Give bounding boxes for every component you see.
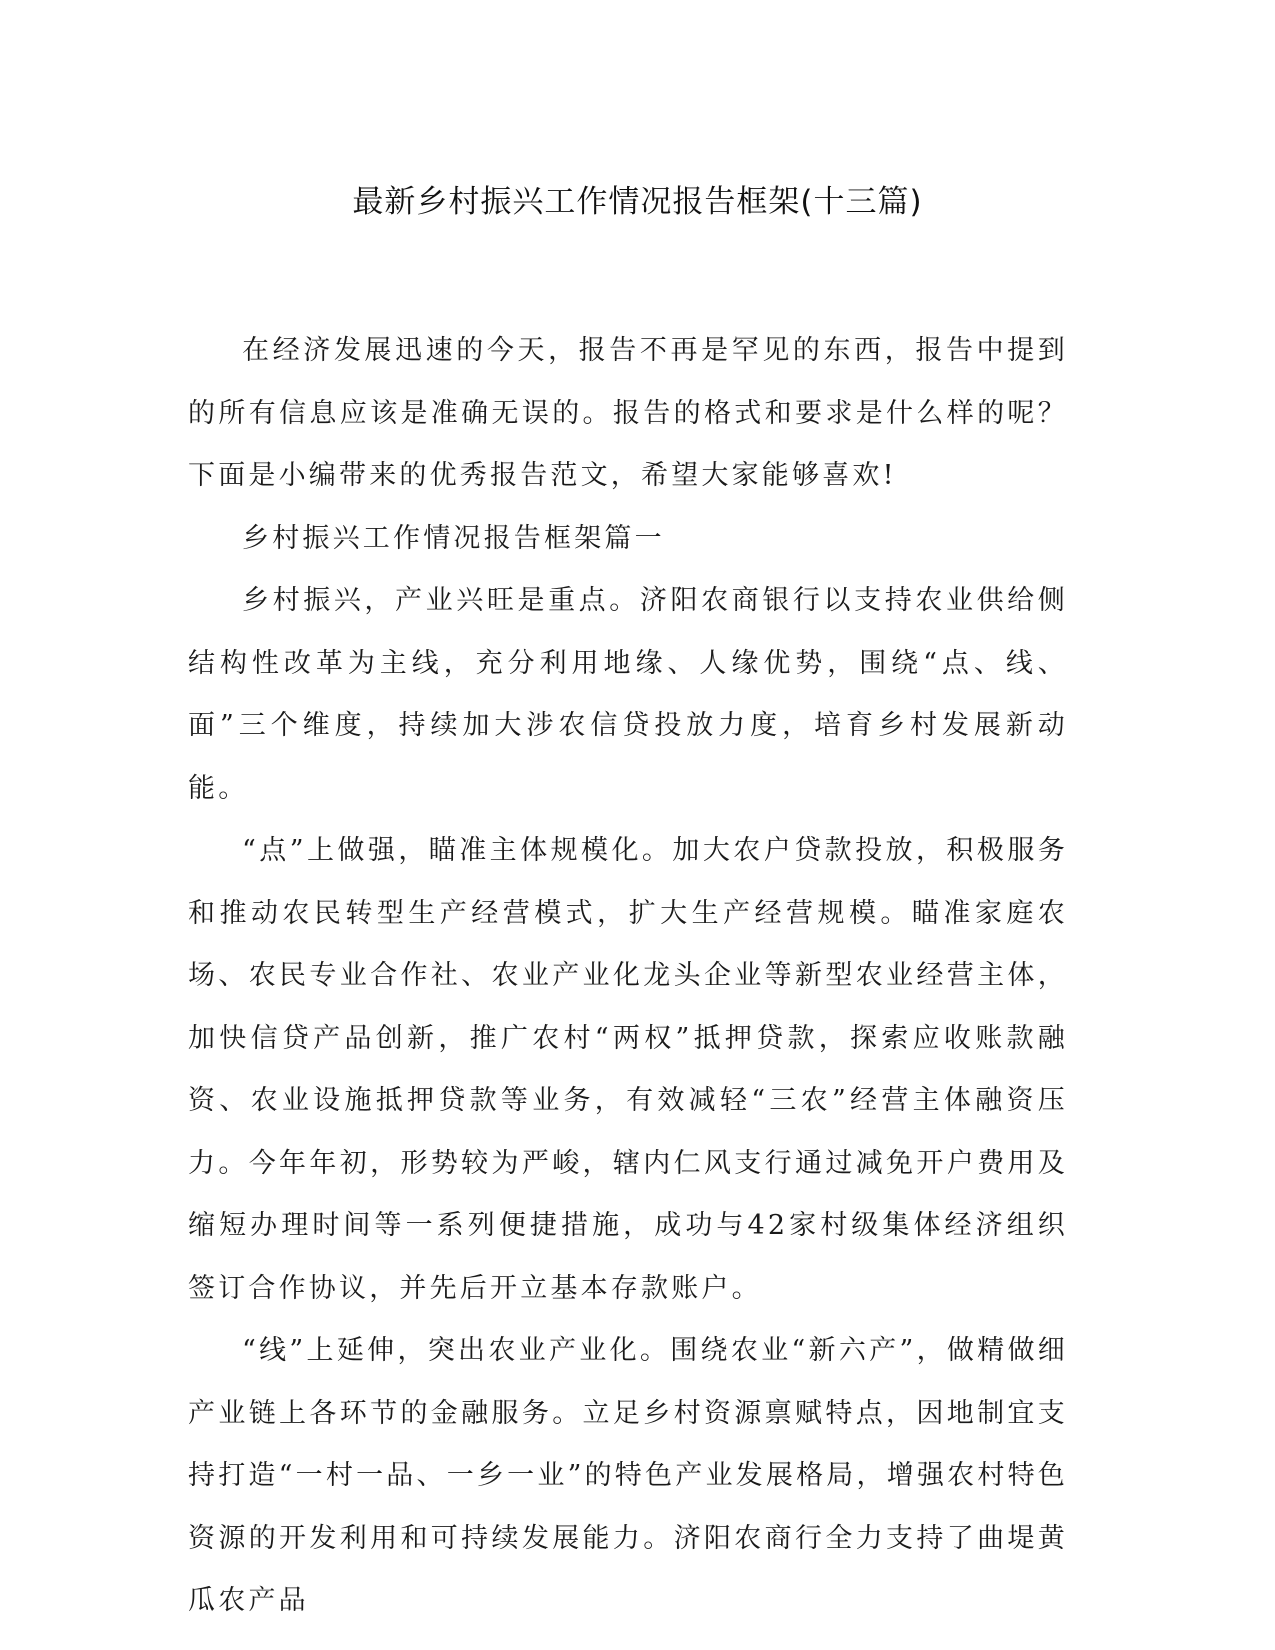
body-paragraph: “点”上做强，瞄准主体规模化。加大农户贷款投放，积极服务和推动农民转型生产经营模式，扩大生产经营规模。瞄准家庭农场、农民专业合作社、农业产业化龙头企业等新型农业经营主体，加快信贷产品创新，推广农村“两权”抵押贷款，探索应收账款融资、农业设施抵押贷款等业务，有效减轻“三农”经营主体融资压力。今年年初，形势较为严峻，辖内仁风支行通过减免开户费用及缩短办理时间等一系列便捷措施，成功与42家村级集体经济组织签订合作协议，并先后开立基本存款账户。 — [188, 835, 1068, 1304]
document-title: 最新乡村振兴工作情况报告框架(十三篇) — [352, 184, 923, 220]
intro-paragraph: 在经济发展迅速的今天，报告不再是罕见的东西，报告中提到的所有信息应该是准确无误的。报告的格式和要求是什么样的呢？下面是小编带来的优秀报告范文，希望大家能够喜欢! — [188, 335, 1068, 491]
section-heading: 乡村振兴工作情况报告框架篇一 — [242, 522, 665, 554]
body-paragraph: “线”上延伸，突出农业产业化。围绕农业“新六产”，做精做细产业链上各环节的金融服务。立足乡村资源禀赋特点，因地制宜支持打造“一村一品、一乡一业”的特色产业发展格局，增强农村特色资源的开发利用和可持续发展能力。济阳农商行全力支持了曲堤黄瓜农产品 — [188, 1335, 1068, 1616]
body-paragraph: 乡村振兴，产业兴旺是重点。济阳农商银行以支持农业供给侧结构性改革为主线，充分利用地缘、人缘优势，围绕“点、线、面”三个维度，持续加大涉农信贷投放力度，培育乡村发展新动能。 — [188, 585, 1068, 804]
document-body — [188, 320, 1068, 1633]
